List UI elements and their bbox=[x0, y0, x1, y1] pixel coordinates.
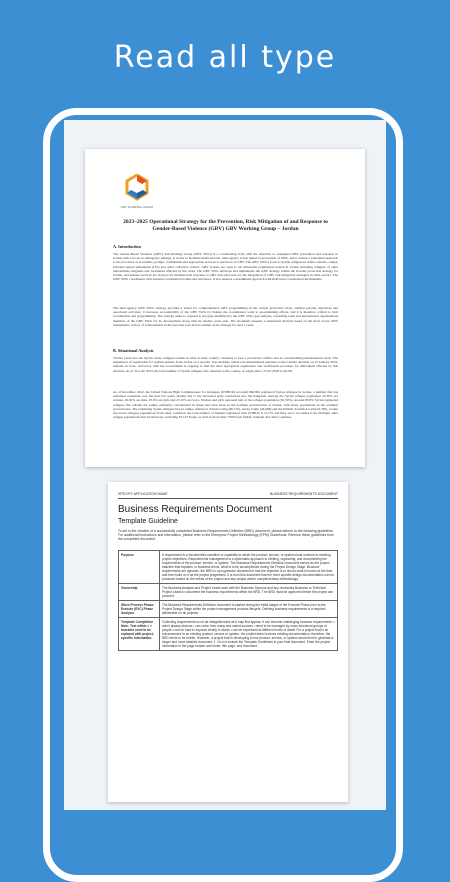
table-row bbox=[119, 618, 338, 651]
paragraph: The inter-agency GBV SWG strategy provides a vision for comprehensive GBV programming in the current protracted crisis, outlines priority objectives and associated activities; it increases accountability of the GBV SWG by linking the coordination work to programming efforts, and it is therefore critical to both coordination and programming. The strategy seeks to respond to the gaps identified by the GBV SWG gap analysis, consulting team and international organizations members of the GBV SWG for its development along with its relative work plan. The document presents a situational analysis based on the most recent GBV assessments, review of achievements in the previous year and an outline of the strategy for next 2 years. bbox=[113, 306, 338, 327]
row-key: Template Completion Note: Text within < > brackets need to be replaced with project-specific information. bbox=[119, 618, 160, 651]
row-text: Collecting requirements is not as straightforward as it may first appear. It can become challenging because requirements: • aren't always obvious • can come from many and varied sources • need to be managed by cross-functional groups of people • can be hard to express clearly in words • can be expressed at different levels of detail. For a project that is an enhancement to an existing product, service or system, the project team involves existing documentation; therefore, the BRD tends to be briefer. However, a project that is developing a new product, service, or system would tend to generate a longer and more detailed document. 1. Do not include the Template Guidelines in your final document. Enter the project information in the page header and footer, title page, and document. bbox=[160, 618, 338, 651]
header-left: SPECIFY APPLICATION NAME bbox=[118, 492, 168, 496]
paragraph: The Gender-Based Violence (GBV) Sub-Working Group (GBV SWG) is a coordinating body with the objective to strengthen GBV prevention and response in Jordan with a focus on emergency settings. It works to facilitate multi-sectoral, inter-agency action aimed at prevention of GBV, and to ensure a principled approach to the provision of accessible, prompt, confidential and appropriate services to survivors of GBV. The GBV SWG's focus is Syrian refugees in urban contexts, camps, informal tented settlements (ITS) and other collective centers. GBV actions are open to all vulnerable populations hosted in Jordan including refugees of other nationalities, migrants and Jordanians affected by the crisis. The GBV SWG develops and implements the GBV strategy within the broader protection strategy for Jordan, and ensures services are in place for multisectoral response to GBV and advocates for the integration of GBV risk mitigation strategies in other sectors. The GBV SWG coordinates with national coordination bodies and structures. It also ensures a streamlined approach with field level coordination mechanisms. bbox=[113, 252, 338, 282]
row-key: When Process Phase: Execute (EXC) Phase Analysis bbox=[119, 601, 160, 618]
paragraph: As of December 2022, the United Nations High Commissioner for Refugees (UNHCR) recorded 660,892 registered Syrian refugees in Jordan, a number that has remained consistent over the past few years, mainly due to the increased entry restrictions into the Kingdom. Among the Syrian refugee population 20.30% are women, 20.60% are men, 25.0% are girls and 23.10% are boys. Women and girls represent half of the refugee population (50.30%). Around 80.8% Syrian registered refugees live outside the camps, primarily concentrated in urban and rural areas in the northern governorates of Jordan, with lesser populations in the southern governorates. The remaining Syrian refugees live in camps, mainly in Zaatari Camp (80,170), Azraq Camp (44,608) and the Emirati Jordanian Camp (6,790). Jordan also hosts refugees populations from other countries: the total number of Yemeni registered with UNHCR is 12,721 and they are to be added to the multiple other refugee populations that Jordan hosts, including 67,127 Iraqis, as well as more than 7,000 from Sudan, Somalia and other countries. bbox=[113, 390, 338, 420]
document-page-2[interactable] bbox=[108, 482, 348, 802]
row-text: The Business Requirements Definition document is started during the initial stages of the Execute Phase prior to the Project Design Stage within the project management process lifecycle. Defining business requirements is a required deliverable on all projects. bbox=[160, 601, 338, 618]
row-text: A requirement is a documented condition or capability to which the product, service, or system must conform to meeting project objectives. Requirements management is a systematic approach to eliciting, organizing, and documenting the requirements of the product, service, or system. The Business Requirements Definition document serves as the project baseline that explains, in business terms, what is to be accomplished during the Project Design Stage. Because requirements are dynamic, the BRD is a progressive document in that the objective is to record what is known at the time and then build on it as the project progresses. It is from this document that the more specific design documentation can be produced based on the needs of the project and any unique and/or complementary methodology. bbox=[160, 551, 338, 584]
page-header bbox=[118, 492, 338, 496]
logo-caption: GBV WORKING GROUP bbox=[120, 205, 154, 209]
document-title: Business Requirements Document bbox=[118, 504, 272, 515]
header-divider bbox=[118, 498, 338, 499]
row-key: Ownership bbox=[119, 584, 160, 601]
document-page-1[interactable] bbox=[85, 149, 365, 467]
table-row bbox=[119, 551, 338, 584]
document-subtitle: Template Guideline bbox=[118, 518, 178, 525]
table-row bbox=[119, 584, 338, 601]
headline: Read all type bbox=[113, 40, 337, 75]
section-heading: B. Situational Analysis bbox=[113, 348, 154, 353]
row-text: The Business Analysis and Project Leads work with the Business Sponsor and any necessary Business or Technical Project Leads to document the business requirements within the BRD. The BRD must be approved before the project can proceed. bbox=[160, 584, 338, 601]
guideline-table bbox=[118, 550, 338, 651]
table-row bbox=[119, 601, 338, 618]
document-title: 2023–2025 Operational Strategy for the Prevention, Risk Mitigation of and Response to Gender-Based Violence (GBV) GBV Working Group – Jordan bbox=[123, 219, 328, 232]
intro-paragraph: To aid in the creation of a successfully completed Business Requirements Definition (BRD) document, please adhere to the following guidelines. For additional instructions and information, please refer to the Enterprise Project Methodology (EPM) Guidebook. Remove these guidelines from the completed document. bbox=[118, 529, 334, 542]
section-heading: A. Introduction bbox=[113, 244, 141, 249]
header-right: BUSINESS REQUIREMENTS DOCUMENT bbox=[269, 492, 338, 496]
row-key: Purpose bbox=[119, 551, 160, 584]
gbv-logo-icon bbox=[123, 174, 151, 202]
paragraph: Twelve years into the Syrian crisis, refugees remain in what as their country continues to face a protracted conflict and an overwhelming humanitarian crisis. The suspension of registration for asylum-seekers from Jordan on a specific visa modality which was implemented pursuant to the Cabinet decision on 23 January 2019, remains in force. Advocacy with the Government is ongoing to find the most appropriate registration and verification processes for individuals affected by this decision. As of 31st Jan 2023, the total number of Syrian refugees who returned to the country of origin since 15 Oct 2018 is 46,183. bbox=[113, 356, 338, 373]
